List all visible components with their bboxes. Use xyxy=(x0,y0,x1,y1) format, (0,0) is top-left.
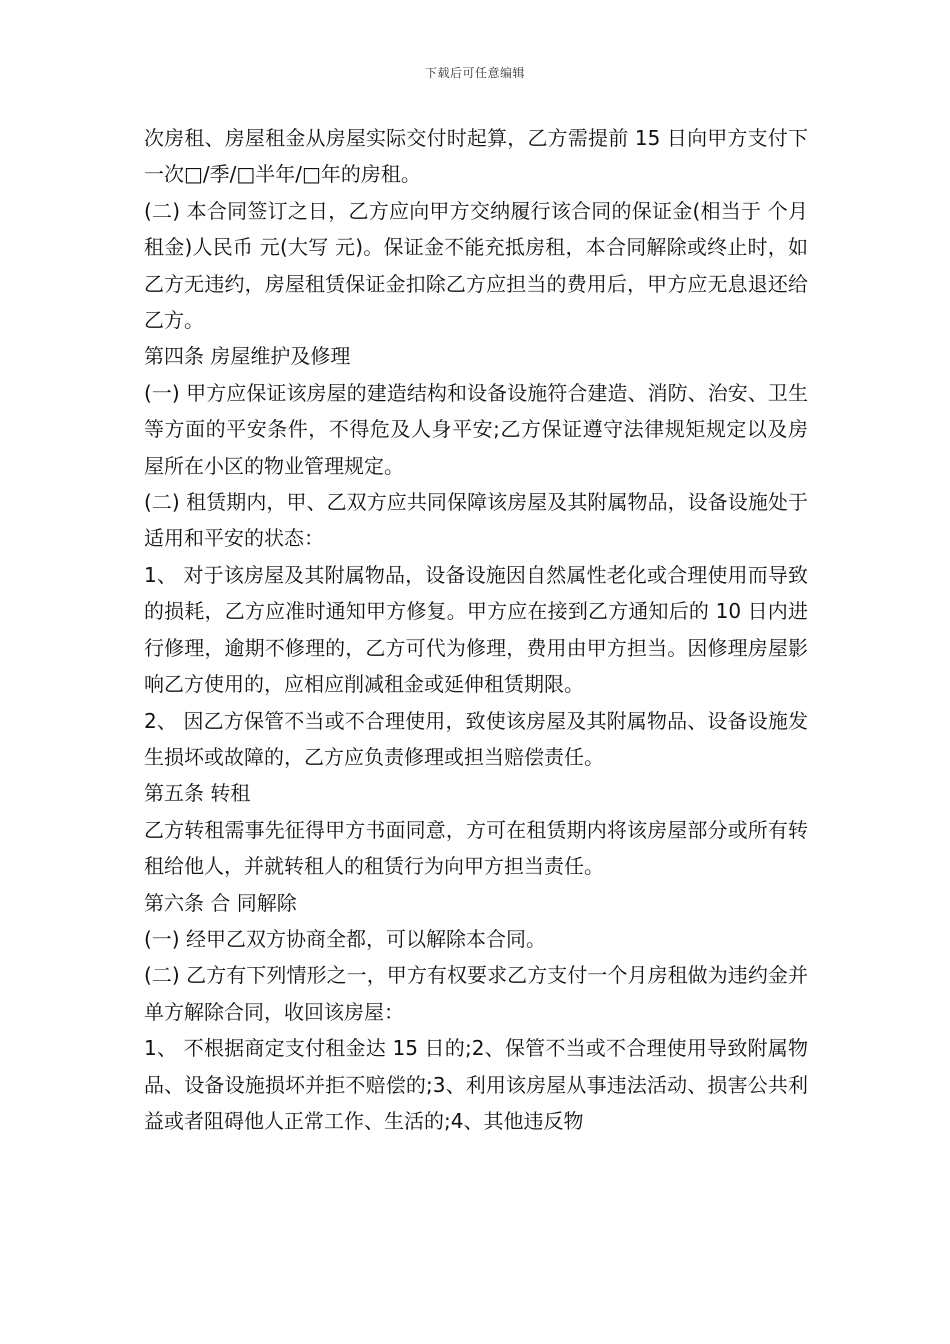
paragraph-safety: (一) 甲方应保证该房屋的建造结构和设备设施符合建造、消防、治安、卫生等方面的平安条件，不得危及人身平安;乙方保证遵守法律规矩规定以及房屋所在小区的物业管理规定。 xyxy=(144,380,808,478)
paragraph-item-2-damage: 2、 因乙方保管不当或不合理使用，致使该房屋及其附属物品、设备设施发生损坏或故障的，乙方应负责修理或担当赔偿责任。 xyxy=(144,708,808,769)
paragraph-unilateral-termination: (二) 乙方有下列情形之一，甲方有权要求乙方支付一个月房租做为违约金并单方解除合同，收回该房屋： xyxy=(144,963,808,1024)
heading-article-6: 第六条 合 同解除 xyxy=(144,890,297,915)
page-header: 下载后可任意编辑 xyxy=(424,66,525,80)
paragraph-deposit: (二) 本合同签订之日，乙方应向甲方交纳履行该合同的保证金(相当于 个月租金)人民币 元(大写 元)。保证金不能充抵房租，本合同解除或终止时，如乙方无违约，房屋租赁保证金扣除乙方应担当的费用后，甲方应无息退还给乙方。 xyxy=(144,198,808,333)
heading-article-4: 第四条 房屋维护及修理 xyxy=(144,344,351,369)
document-body xyxy=(144,120,808,1139)
paragraph-item-1-repair: 1、 对于该房屋及其附属物品，设备设施因自然属性老化或合理使用而导致的损耗，乙方应准时通知甲方修复。甲方应在接到乙方通知后的 10 日内进行修理，逾期不修理的，乙方可代为修理，费用由甲方担当。因修理房屋影响乙方使用的，应相应削减租金或延伸租赁期限。 xyxy=(144,562,808,697)
paragraph-maintenance: (二) 租赁期内，甲、乙双方应共同保障该房屋及其附属物品，设备设施处于适用和平安的状态： xyxy=(144,490,808,551)
heading-article-5: 第五条 转租 xyxy=(144,781,251,806)
paragraph-sublet: 乙方转租需事先征得甲方书面同意，方可在租赁期内将该房屋部分或所有转租给他人，并就转租人的租赁行为向甲方担当责任。 xyxy=(144,817,808,879)
paragraph-termination-conditions: 1、 不根据商定支付租金达 15 日的;2、保管不当或不合理使用导致附属物品、设备设施损坏并拒不赔偿的;3、利用该房屋从事违法活动、损害公共利益或者阻碍他人正常工作、生活的;4、其他违反物 xyxy=(144,1036,808,1133)
paragraph-rent-payment: 次房租、房屋租金从房屋实际交付时起算，乙方需提前 15 日向甲方支付下一次□/季/□半年/□年的房租。 xyxy=(144,126,808,187)
paragraph-mutual-termination: (一) 经甲乙双方协商全都，可以解除本合同。 xyxy=(144,926,546,951)
